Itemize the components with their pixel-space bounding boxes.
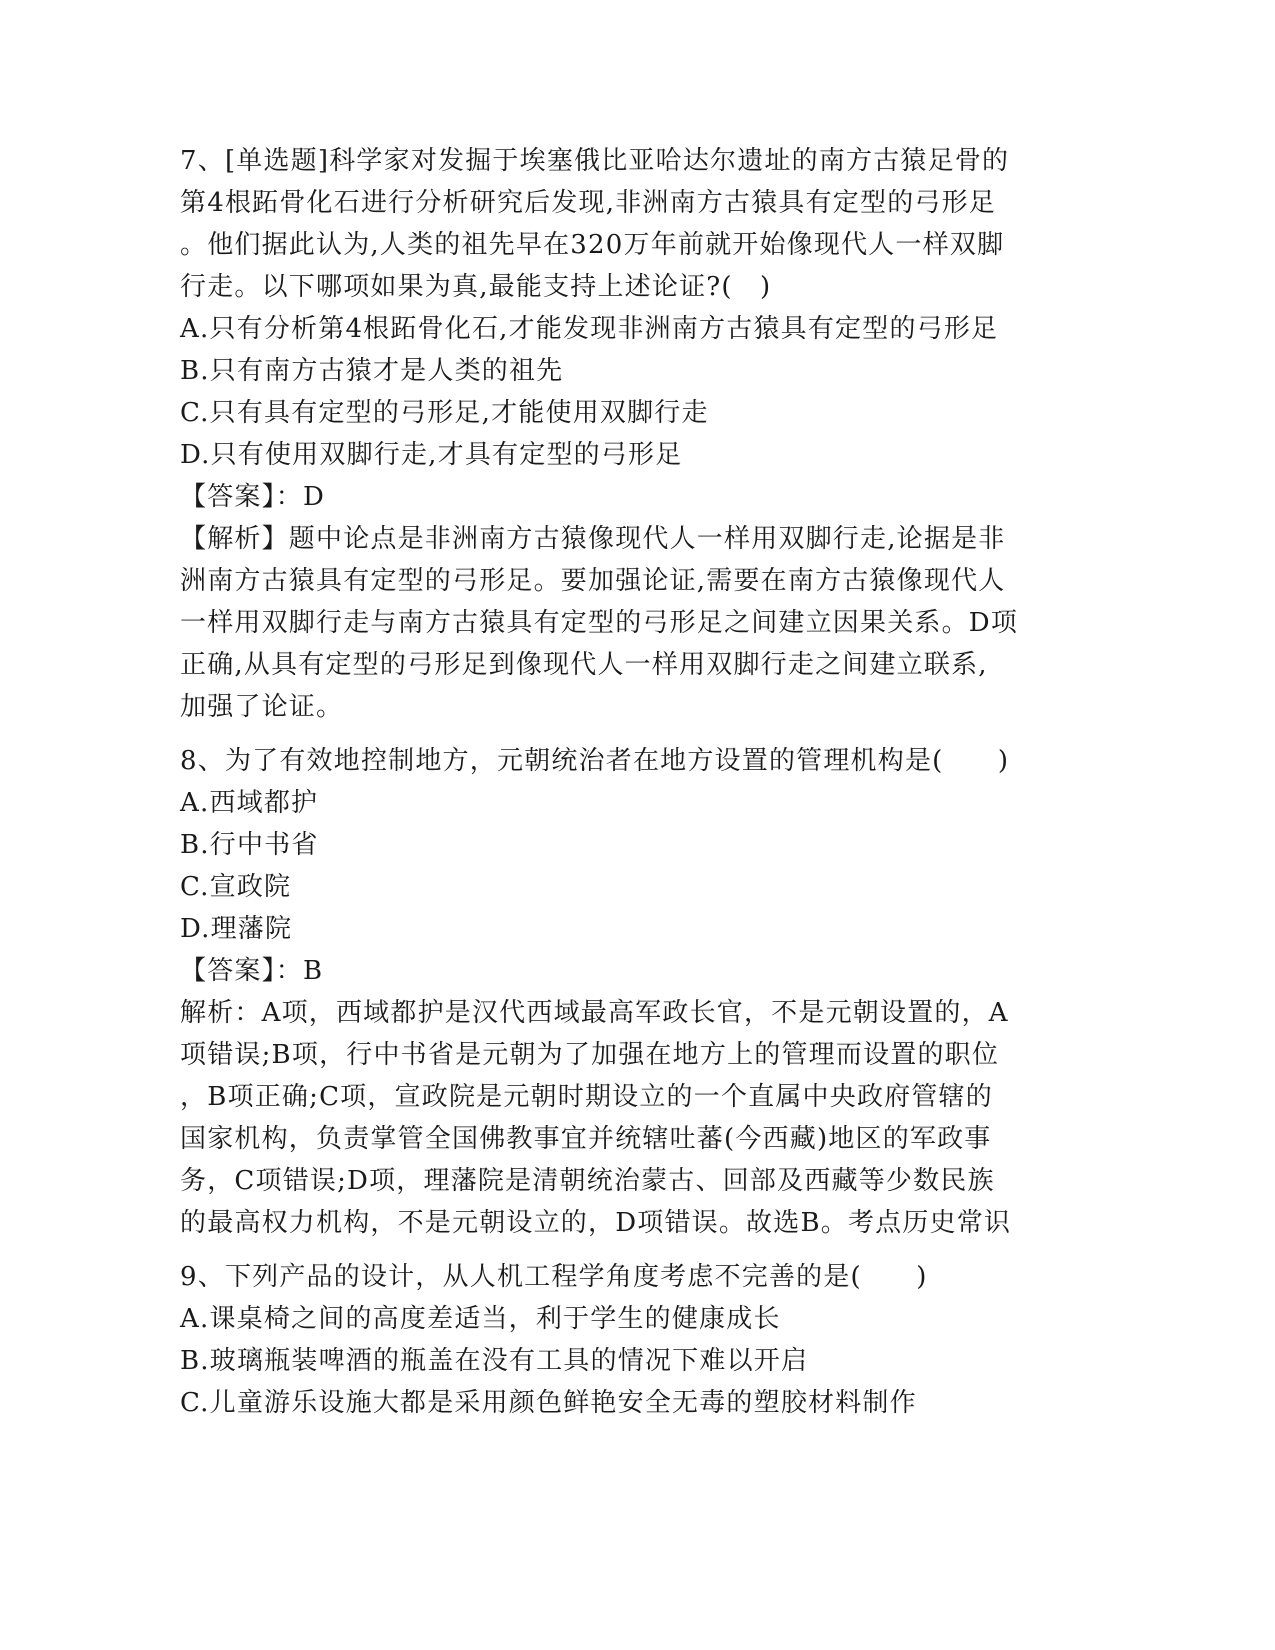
analysis-line: 项错误;B项，行中书省是元朝为了加强在地方上的管理而设置的职位 [180,1040,1000,1070]
analysis-line: 洲南方古猿具有定型的弓形足。要加强论证,需要在南方古猿像现代人 [180,566,1006,596]
question-stem-line: 9、下列产品的设计，从人机工程学角度考虑不完善的是( ) [180,1262,928,1292]
option-b: B.只有南方古猿才是人类的祖先 [180,356,564,386]
option-c: C.宣政院 [180,872,292,902]
analysis-line: 正确,从具有定型的弓形足到像现代人一样用双脚行走之间建立联系, [180,650,988,680]
analysis-line: 解析：A项，西域都护是汉代西域最高军政长官，不是元朝设置的，A [180,998,1009,1028]
question-spacer [180,1244,1060,1256]
question-8 [180,740,1060,1244]
question-7 [180,140,1060,728]
option-d: D.理藩院 [180,914,293,944]
answer-line: 【答案】：B [180,956,324,986]
analysis-line: 一样用双脚行走与南方古猿具有定型的弓形足之间建立因果关系。D项 [180,608,1019,638]
question-stem-line: 行走。以下哪项如果为真,最能支持上述论证?( ) [180,272,772,302]
option-a: A.西域都护 [180,788,319,818]
option-b: B.玻璃瓶装啤酒的瓶盖在没有工具的情况下难以开启 [180,1346,809,1376]
question-stem-line: 8、为了有效地控制地方，元朝统治者在地方设置的管理机构是( ) [180,746,1010,776]
question-stem-line: 7、[单选题]科学家对发掘于埃塞俄比亚哈达尔遗址的南方古猿足骨的 [180,146,1010,176]
option-a: A.课桌椅之间的高度差适当，利于学生的健康成长 [180,1304,781,1334]
option-a: A.只有分析第4根跖骨化石,才能发现非洲南方古猿具有定型的弓形足 [180,314,999,344]
analysis-line: 国家机构，负责掌管全国佛教事宜并统辖吐蕃(今西藏)地区的军政事 [180,1124,992,1154]
analysis-line: ，B项正确;C项，宣政院是元朝时期设立的一个直属中央政府管辖的 [180,1082,993,1112]
answer-line: 【答案】：D [180,482,326,512]
analysis-line: 【解析】题中论点是非洲南方古猿像现代人一样用双脚行走,论据是非 [180,524,1006,554]
question-9 [180,1256,1060,1424]
question-stem-line: 。他们据此认为,人类的祖先早在320万年前就开始像现代人一样双脚 [180,230,1005,260]
option-c: C.只有具有定型的弓形足,才能使用双脚行走 [180,398,709,428]
document-page [180,140,1060,1424]
question-stem-line: 第4根跖骨化石进行分析研究后发现,非洲南方古猿具有定型的弓形足 [180,188,997,218]
analysis-line: 的最高权力机构，不是元朝设立的，D项错误。故选B。考点历史常识 [180,1208,1012,1238]
analysis-line: 加强了论证。 [180,692,344,722]
option-d: D.只有使用双脚行走,才具有定型的弓形足 [180,440,683,470]
question-spacer [180,728,1060,740]
option-c: C.儿童游乐设施大都是采用颜色鲜艳安全无毒的塑胶材料制作 [180,1388,917,1418]
option-b: B.行中书省 [180,830,319,860]
analysis-line: 务，C项错误;D项，理藩院是清朝统治蒙古、回部及西藏等少数民族 [180,1166,995,1196]
